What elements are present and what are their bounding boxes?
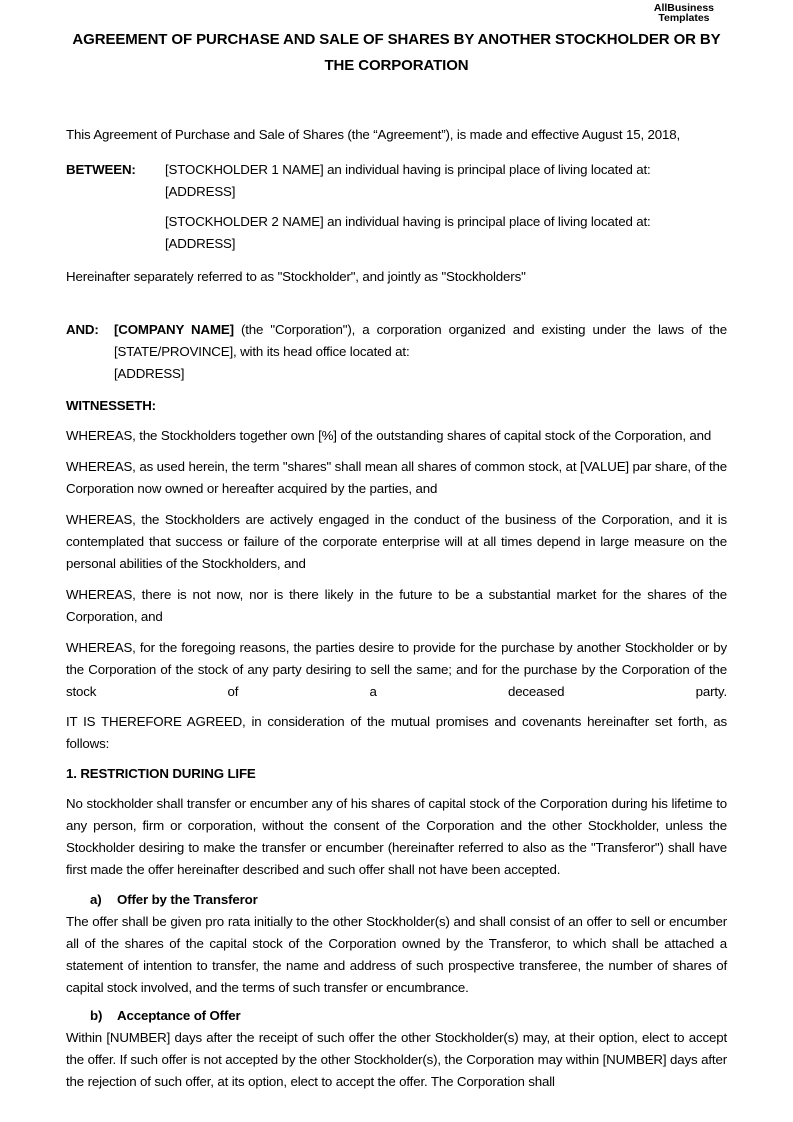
subsection-a-body: The offer shall be given pro rata initially to the other Stockholder(s) and shall consist of an offer to sell or encumber all of the shares of the capital stock of the Corporation owned by the Transferor, to which shall be attached a statement of intention to transfer, the name and address of such prospective transferee, the number of shares of capital stock involved, and the terms of such transfer or encumbrance. — [66, 914, 727, 995]
subsection-b-heading — [90, 1005, 727, 1027]
subsection-b-body: Within [NUMBER] days after the receipt of such offer the other Stockholder(s) may, at their option, elect to accept the offer. If such offer is not accepted by the other Stockholder(s), the Corporation may within [NUMBER] days after the rejection of such offer, at its option, elect to accept the offer. The Corporation shall — [66, 1030, 727, 1089]
whereas-1: WHEREAS, the Stockholders together own [%] of the outstanding shares of capital stock of the Corporation, and — [66, 428, 712, 443]
subsection-b-title: Acceptance of Offer — [117, 1008, 241, 1023]
and-label: AND: — [66, 322, 99, 337]
stockholder2-address: [ADDRESS] — [165, 236, 236, 251]
logo-line1: AllBusiness — [653, 2, 714, 14]
between-block — [66, 159, 727, 255]
stockholder1-line: [STOCKHOLDER 1 NAME] an individual having is principal place of living located at: — [165, 162, 651, 177]
doc-title-line2: THE CORPORATION — [324, 57, 469, 74]
whereas-3: WHEREAS, the Stockholders are actively engaged in the conduct of the business of the Corporation, and it is contemplated that success or failure of the corporate enterprise will at all times depend in large measure on the personal abilities of the Stockholders, and — [66, 512, 727, 571]
whereas-5: WHEREAS, for the foregoing reasons, the parties desire to provide for the purchase by another Stockholder or by the Corporation of the stock of any party desiring to sell the same; and for the purchase by the Corporation of the stock of a deceased party. — [66, 640, 727, 699]
subsection-a-heading — [90, 889, 727, 911]
subsection-b-label: b) — [90, 1008, 103, 1023]
doc-title-line1: AGREEMENT OF PURCHASE AND SALE OF SHARES BY ANOTHER STOCKHOLDER OR BY — [72, 31, 721, 48]
witnesseth-heading: WITNESSETH: — [66, 398, 156, 413]
stockholder2-line: [STOCKHOLDER 2 NAME] an individual having is principal place of living located at: — [165, 214, 651, 229]
doc-body — [0, 124, 793, 1093]
therefore-paragraph: IT IS THEREFORE AGREED, in consideration of the mutual promises and covenants hereinafter set forth, as follows: — [66, 714, 727, 751]
stockholder1-address: [ADDRESS] — [165, 184, 236, 199]
logo-line2: Templates — [658, 12, 710, 24]
and-content — [114, 319, 727, 385]
subsection-a-title: Offer by the Transferor — [117, 892, 258, 907]
subsection-a-label: a) — [90, 892, 102, 907]
whereas-4: WHEREAS, there is not now, nor is there likely in the future to be a substantial market for the shares of the Corporation, and — [66, 587, 727, 624]
company-name-placeholder: [COMPANY NAME] — [114, 322, 234, 337]
company-address: [ADDRESS] — [114, 366, 185, 381]
section1-heading: 1. RESTRICTION DURING LIFE — [66, 766, 256, 781]
section1-body: No stockholder shall transfer or encumber any of his shares of capital stock of the Corporation during his lifetime to any person, firm or corporation, without the consent of the Corporation and the other Stockholder, unless the Stockholder desiring to make the transfer or encumber (hereinafter referred to also as the "Transferor") shall have first made the offer hereinafter described and such offer shall not have been accepted. — [66, 796, 727, 877]
between-label: BETWEEN: — [66, 162, 136, 177]
and-block — [66, 319, 727, 385]
hereinafter-line: Hereinafter separately referred to as "Stockholder", and jointly as "Stockholders" — [66, 269, 526, 284]
spacer — [165, 203, 727, 211]
company-description: (the "Corporation"), a corporation organized and existing under the laws of the [STATE/PROVINCE], with its head office located at: — [114, 322, 727, 359]
whereas-2: WHEREAS, as used herein, the term "shares" shall mean all shares of common stock, at [VALUE] par share, of the Corporation now owned or hereafter acquired by the parties, and — [66, 459, 727, 496]
allbusiness-templates-logo — [654, 3, 714, 23]
opening-paragraph: This Agreement of Purchase and Sale of Shares (the “Agreement”), is made and effective August 15, 2018, — [66, 127, 681, 142]
between-content — [165, 159, 727, 255]
